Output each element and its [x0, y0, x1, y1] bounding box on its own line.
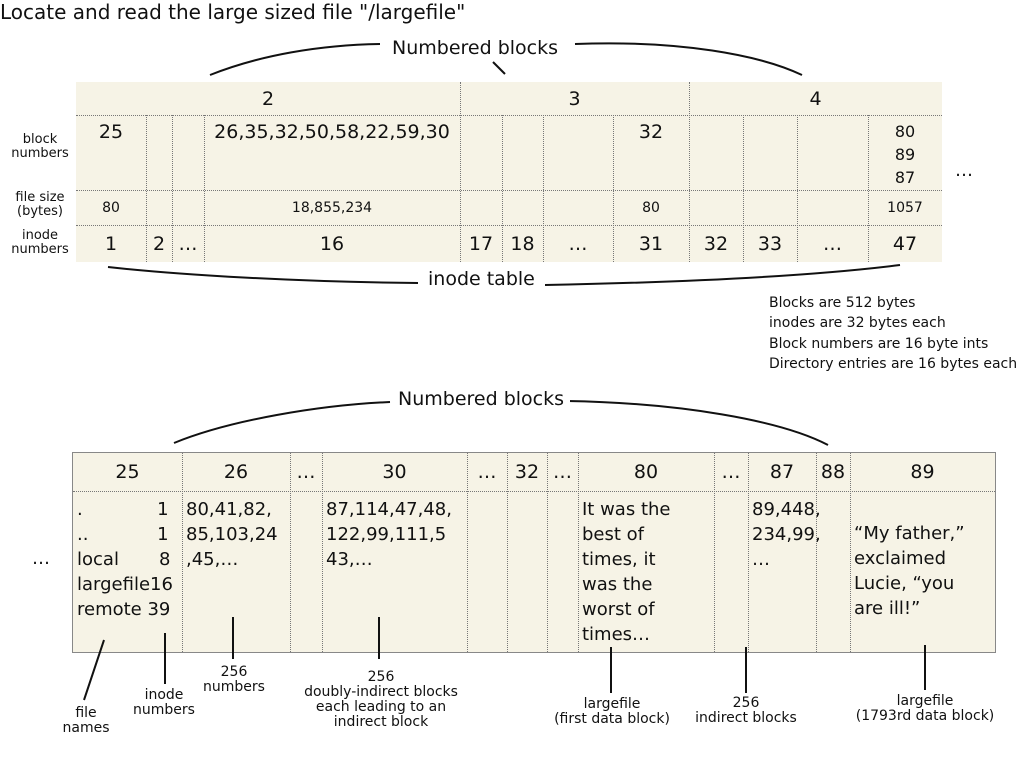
block-content: “My father,” exclaimed Lucie, “you are ill!” — [854, 523, 965, 619]
block-header: … — [477, 461, 497, 483]
block-content: . 1 .. 1 local 8 largefile16 remote 39 — [77, 499, 173, 620]
block-header: 87 — [769, 461, 795, 483]
inode-number-cell: … — [568, 233, 588, 255]
ann-256-numbers: 256 numbers — [203, 664, 265, 695]
inode-number-cell: 32 — [703, 233, 729, 255]
row-label-inode-numbers: inode numbers — [11, 228, 69, 257]
inode-number-cell: 16 — [319, 233, 345, 255]
block-header-2: 2 — [261, 88, 275, 110]
ann-first-data-block: largefile (first data block) — [554, 696, 670, 727]
page-title: Locate and read the large sized file "/largefile" — [0, 0, 466, 24]
file-size-cell: 18,855,234 — [291, 200, 373, 216]
top-trailing-ellipsis: … — [955, 160, 973, 181]
block-header-4: 4 — [809, 88, 822, 110]
inode-number-cell: 47 — [892, 233, 918, 255]
inode-number-cell: … — [178, 233, 198, 255]
inode-number-cell: 18 — [510, 233, 535, 255]
bottom-leading-ellipsis: … — [32, 548, 50, 569]
block-header: 25 — [115, 461, 140, 483]
notes — [769, 293, 1017, 374]
row-label-file-size: file size (bytes) — [15, 190, 65, 219]
ann-inode-numbers: inode numbers — [133, 687, 195, 718]
block-header: 88 — [820, 461, 846, 483]
note-line: Block numbers are 16 byte ints — [769, 335, 989, 352]
numbered-blocks-label-top: Numbered blocks — [386, 37, 564, 59]
inode-number-cell: 31 — [638, 233, 664, 255]
block-numbers-cell: 25 — [98, 121, 124, 143]
inode-number-cell: 17 — [468, 233, 494, 255]
ann-1793rd-data-block: largefile (1793rd data block) — [855, 693, 995, 724]
block-numbers-cell: 32 — [638, 121, 664, 143]
ann-file-names: file names — [62, 705, 110, 736]
block-header: 26 — [223, 461, 249, 483]
file-size-cell: 80 — [102, 200, 120, 216]
block-numbers-cell: 80 89 87 — [894, 122, 916, 187]
block-content: It was the best of times, it was the worst of times… — [582, 499, 671, 645]
note-line: Directory entries are 16 bytes each — [769, 355, 1018, 372]
numbered-blocks-label-bottom: Numbered blocks — [392, 388, 570, 410]
inode-number-cell: 2 — [152, 233, 166, 255]
block-header: 30 — [382, 461, 407, 483]
note-line: Blocks are 512 bytes — [769, 295, 916, 311]
inode-number-cell: 1 — [104, 233, 118, 255]
block-content: 87,114,47,48, 122,99,111,5 43,… — [326, 499, 452, 570]
inode-number-cell: 33 — [757, 233, 783, 255]
block-header: 89 — [910, 461, 935, 483]
inode-number-cell: … — [823, 233, 842, 255]
inode-table — [76, 82, 942, 262]
block-content: 89,448, 234,99, … — [752, 499, 821, 570]
inode-table-label: inode table — [422, 268, 541, 290]
block-header: … — [721, 461, 741, 483]
file-size-cell: 80 — [642, 200, 660, 216]
note-line: inodes are 32 bytes each — [769, 315, 946, 332]
row-label-block-numbers: block numbers — [11, 132, 69, 161]
block-header: 80 — [633, 461, 659, 483]
block-header: 32 — [514, 461, 540, 483]
block-header: … — [553, 461, 572, 483]
ann-indirect-blocks: 256 indirect blocks — [695, 695, 797, 726]
block-header-3: 3 — [568, 88, 581, 110]
block-header: … — [296, 461, 316, 483]
block-numbers-cell: 26,35,32,50,58,22,59,30 — [214, 121, 450, 143]
data-blocks-table — [72, 452, 996, 653]
file-size-cell: 1057 — [887, 200, 923, 216]
block-content: 80,41,82, 85,103,24 ,45,… — [186, 499, 278, 570]
ann-doubly-indirect: 256 doubly-indirect blocks each leading to an indirect block — [304, 669, 458, 730]
